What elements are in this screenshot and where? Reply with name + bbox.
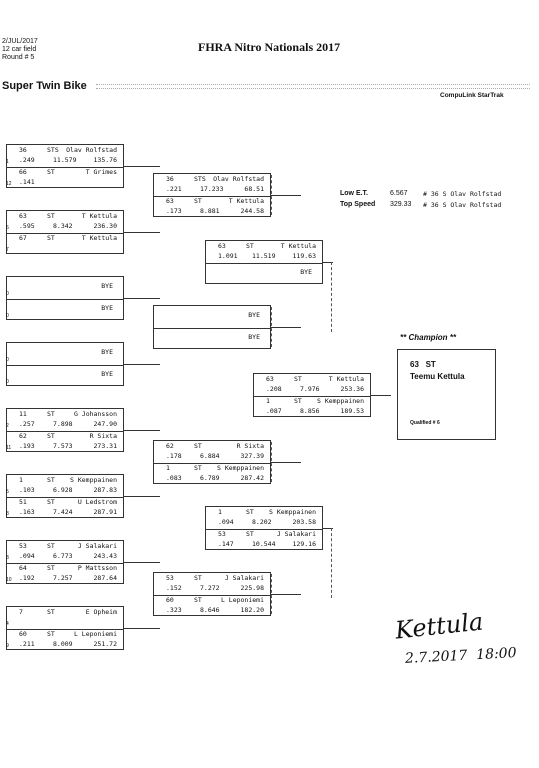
matchup-box (6, 474, 124, 518)
racer-number: 62 (166, 442, 174, 450)
racer-class: ST (47, 476, 55, 484)
reaction-time: .178 (166, 452, 182, 460)
racer-slot (7, 365, 123, 387)
racer-number: 63 (266, 375, 274, 383)
reaction-time: .193 (19, 442, 35, 450)
racer-class: ST (47, 608, 55, 616)
speed-mph: 253.36 (340, 385, 364, 393)
reaction-time: .221 (166, 185, 182, 193)
bracket-connector (124, 562, 160, 563)
elapsed-time: 7.272 (200, 584, 220, 592)
bracket-connector (271, 574, 272, 614)
speed-mph: 225.98 (240, 584, 264, 592)
seed-number: 12 (6, 181, 12, 187)
racer-slot (154, 196, 270, 218)
seed-number: 5 (6, 489, 9, 495)
matchup-box (6, 342, 124, 386)
racer-name: T Kettula (81, 234, 117, 242)
racer-slot (7, 299, 123, 321)
top-speed-holder: # 36 S Olav Rolfstad (423, 201, 502, 209)
bracket-connector (271, 175, 272, 215)
racer-number: 60 (19, 630, 27, 638)
reaction-time: .163 (19, 508, 35, 516)
racer-slot (154, 463, 270, 485)
racer-slot (7, 167, 123, 189)
elapsed-time: 10.544 (252, 540, 276, 548)
reaction-time: 1.091 (218, 252, 238, 260)
racer-number: 66 (19, 168, 27, 176)
racer-number: 7 (19, 608, 23, 616)
racer-number: 1 (166, 464, 170, 472)
elapsed-time: 8.009 (53, 640, 73, 648)
reaction-time: .094 (218, 518, 234, 526)
racer-class: ST (194, 442, 202, 450)
top-speed-value: 329.33 (390, 201, 412, 208)
seed-number: 10 (6, 577, 12, 583)
speed-mph: 236.30 (93, 222, 117, 230)
matchup-box (153, 572, 271, 616)
elapsed-time: 6.884 (200, 452, 220, 460)
elapsed-time: 11.519 (252, 252, 276, 260)
reaction-time: .152 (166, 584, 182, 592)
champion-heading: ** Champion ** (400, 333, 457, 342)
class-name: Super Twin Bike (2, 80, 87, 92)
matchup-box (6, 540, 124, 584)
matchup-box (205, 240, 323, 284)
reaction-time: .208 (266, 385, 282, 393)
racer-name: G Johansson (73, 410, 117, 418)
bracket-connector (371, 395, 391, 396)
seed-number: 0 (6, 291, 9, 297)
reaction-time: .595 (19, 222, 35, 230)
reaction-time: .147 (218, 540, 234, 548)
matchup-box (153, 305, 271, 349)
racer-slot (206, 507, 322, 530)
racer-name: Olav Rolfstad (213, 175, 264, 183)
racer-class: ST (294, 375, 302, 383)
reaction-time: .192 (19, 574, 35, 582)
racer-name: P Mattsson (77, 564, 117, 572)
racer-number: 53 (19, 542, 27, 550)
timing-system: CompuLink StarTrak (440, 92, 504, 99)
bracket-connector (271, 442, 272, 482)
speed-mph: 273.31 (93, 442, 117, 450)
racer-name: J Salakari (276, 530, 316, 538)
bye-label: BYE (248, 333, 260, 341)
low-et-holder: # 36 S Olav Rolfstad (423, 190, 502, 198)
racer-slot (7, 277, 123, 300)
racer-number: 63 (19, 212, 27, 220)
elapsed-time: 6.789 (200, 474, 220, 482)
speed-mph: 287.64 (93, 574, 117, 582)
matchup-box (6, 408, 124, 452)
racer-slot (154, 306, 270, 329)
speed-mph: 203.58 (292, 518, 316, 526)
bye-label: BYE (300, 268, 312, 276)
reaction-time: .173 (166, 207, 182, 215)
racer-number: 1 (266, 397, 270, 405)
seed-number: 0 (6, 357, 9, 363)
racer-slot (7, 431, 123, 453)
racer-number: 11 (19, 410, 27, 418)
elapsed-time: 6.928 (53, 486, 73, 494)
bracket-connector (331, 262, 332, 332)
racer-slot (7, 629, 123, 651)
racer-slot (154, 441, 270, 464)
racer-slot (7, 541, 123, 564)
racer-name: S Kemppainen (217, 464, 264, 472)
racer-class: ST (47, 410, 55, 418)
low-et-label: Low E.T. (340, 190, 368, 197)
racer-slot (7, 409, 123, 432)
reaction-time: .083 (166, 474, 182, 482)
bye-label: BYE (101, 370, 113, 378)
bracket-connector (271, 462, 301, 463)
racer-number: 51 (19, 498, 27, 506)
racer-class: ST (47, 564, 55, 572)
matchup-box (6, 210, 124, 254)
bye-label: BYE (248, 311, 260, 319)
bracket-connector (271, 327, 301, 328)
racer-number: 62 (19, 432, 27, 440)
signature-date: 2.7.2017 18:00 (404, 645, 517, 667)
racer-class: ST (47, 212, 55, 220)
racer-slot (254, 396, 370, 418)
elapsed-time: 7.573 (53, 442, 73, 450)
bracket-connector (271, 594, 301, 595)
reaction-time: .103 (19, 486, 35, 494)
reaction-time: .094 (19, 552, 35, 560)
elapsed-time: 11.579 (53, 156, 77, 164)
event-title: FHRA Nitro Nationals 2017 (198, 40, 341, 54)
racer-class: ST (246, 242, 254, 250)
racer-class: ST (47, 234, 55, 242)
racer-name: T Kettula (228, 197, 264, 205)
speed-mph: 287.83 (93, 486, 117, 494)
bracket-connector (124, 232, 160, 233)
racer-slot (154, 328, 270, 350)
bracket-connector (124, 298, 160, 299)
racer-name: U Ledstrom (77, 498, 117, 506)
elapsed-time: 7.257 (53, 574, 73, 582)
speed-mph: 189.53 (340, 407, 364, 415)
seed-number: 6 (6, 225, 9, 231)
field-size: 12 car field (2, 46, 37, 53)
racer-slot (154, 595, 270, 617)
bye-label: BYE (101, 304, 113, 312)
bracket-connector (124, 496, 160, 497)
top-speed-label: Top Speed (340, 201, 376, 208)
elapsed-time: 7.898 (53, 420, 73, 428)
racer-number: 67 (19, 234, 27, 242)
racer-class: ST (294, 397, 302, 405)
racer-slot (7, 497, 123, 519)
racer-number: 64 (19, 564, 27, 572)
racer-slot (7, 607, 123, 630)
racer-number: 36 (19, 146, 27, 154)
racer-number: 36 (166, 175, 174, 183)
racer-class: ST (47, 432, 55, 440)
racer-class: ST (47, 498, 55, 506)
bracket-connector (331, 528, 332, 598)
seed-number: 11 (6, 445, 12, 451)
round-number: Round # 5 (2, 54, 35, 61)
racer-class: ST (246, 530, 254, 538)
racer-name: E Opheim (85, 608, 117, 616)
race-date: 2/JUL/2017 (2, 38, 38, 45)
speed-mph: 182.20 (240, 606, 264, 614)
racer-number: 53 (166, 574, 174, 582)
elapsed-time: 6.773 (53, 552, 73, 560)
bracket-connector (124, 166, 160, 167)
bracket-connector (271, 307, 272, 347)
elapsed-time: 17.233 (200, 185, 224, 193)
matchup-box (253, 373, 371, 417)
speed-mph: 129.16 (292, 540, 316, 548)
official-signature: Kettula (393, 607, 485, 645)
racer-number: 1 (218, 508, 222, 516)
bye-label: BYE (101, 348, 113, 356)
reaction-time: .087 (266, 407, 282, 415)
speed-mph: 327.39 (240, 452, 264, 460)
matchup-box (205, 506, 323, 550)
racer-number: 53 (218, 530, 226, 538)
matchup-box (153, 173, 271, 217)
racer-class: ST (47, 542, 55, 550)
seed-number: 9 (6, 643, 9, 649)
reaction-time: .211 (19, 640, 35, 648)
racer-name: R Sixta (89, 432, 117, 440)
racer-slot (154, 573, 270, 596)
seed-number: 7 (6, 247, 9, 253)
reaction-time: .323 (166, 606, 182, 614)
racer-name: R Sixta (236, 442, 264, 450)
racer-name: T Grimes (85, 168, 117, 176)
elapsed-time: 8.342 (53, 222, 73, 230)
racer-slot (7, 211, 123, 234)
seed-number: 3 (6, 555, 9, 561)
speed-mph: 247.90 (93, 420, 117, 428)
racer-slot (7, 563, 123, 585)
seed-number: 4 (6, 621, 9, 627)
speed-mph: 119.63 (292, 252, 316, 260)
champion-box (397, 349, 496, 440)
racer-slot (154, 174, 270, 197)
reaction-time: .249 (19, 156, 35, 164)
bye-label: BYE (101, 282, 113, 290)
racer-name: T Kettula (280, 242, 316, 250)
racer-name: S Kemppainen (317, 397, 364, 405)
reaction-time: .257 (19, 420, 35, 428)
racer-name: T Kettula (328, 375, 364, 383)
seed-number: 8 (6, 511, 9, 517)
racer-class: ST (194, 574, 202, 582)
speed-mph: 135.76 (93, 156, 117, 164)
elapsed-time: 8.646 (200, 606, 220, 614)
racer-slot (7, 233, 123, 255)
racer-number: 1 (19, 476, 23, 484)
racer-class: ST (194, 464, 202, 472)
seed-number: 0 (6, 379, 9, 385)
speed-mph: 244.58 (240, 207, 264, 215)
racer-class: ST (47, 168, 55, 176)
speed-mph: 287.91 (93, 508, 117, 516)
racer-slot (7, 145, 123, 168)
seed-number: 0 (6, 313, 9, 319)
racer-slot (206, 241, 322, 264)
bracket-connector (271, 195, 301, 196)
racer-number: 63 (166, 197, 174, 205)
speed-mph: 68.51 (244, 185, 264, 193)
racer-class: ST (194, 197, 202, 205)
reaction-time: .141 (19, 178, 35, 186)
racer-number: 60 (166, 596, 174, 604)
racer-number: 63 (218, 242, 226, 250)
racer-slot (206, 263, 322, 285)
racer-slot (7, 343, 123, 366)
elapsed-time: 8.881 (200, 207, 220, 215)
racer-class: ST (194, 596, 202, 604)
racer-name: S Kemppainen (70, 476, 117, 484)
low-et-value: 6.567 (390, 190, 408, 197)
racer-class: ST (246, 508, 254, 516)
bracket-connector (124, 628, 160, 629)
racer-class: ST (47, 630, 55, 638)
racer-name: T Kettula (81, 212, 117, 220)
champion-name: Teemu Kettula (410, 372, 465, 381)
elapsed-time: 8.202 (252, 518, 272, 526)
racer-slot (254, 374, 370, 397)
racer-slot (7, 475, 123, 498)
elapsed-time: 7.976 (300, 385, 320, 393)
matchup-box (6, 606, 124, 650)
racer-name: J Salakari (224, 574, 264, 582)
bracket-connector (124, 430, 160, 431)
elapsed-time: 8.856 (300, 407, 320, 415)
racer-name: L Leponiemi (73, 630, 117, 638)
speed-mph: 243.43 (93, 552, 117, 560)
matchup-box (6, 276, 124, 320)
racer-class: STS (194, 175, 206, 183)
header-divider (96, 84, 530, 89)
seed-number: 1 (6, 159, 9, 165)
racer-name: S Kemppainen (269, 508, 316, 516)
matchup-box (6, 144, 124, 188)
speed-mph: 251.72 (93, 640, 117, 648)
champion-qualified: Qualified # 6 (410, 420, 440, 426)
bracket-connector (124, 364, 160, 365)
champion-number: 63 ST (410, 360, 436, 369)
racer-name: L Leponiemi (220, 596, 264, 604)
seed-number: 2 (6, 423, 9, 429)
racer-name: J Salakari (77, 542, 117, 550)
racer-name: Olav Rolfstad (66, 146, 117, 154)
matchup-box (153, 440, 271, 484)
speed-mph: 287.42 (240, 474, 264, 482)
racer-slot (206, 529, 322, 551)
elapsed-time: 7.424 (53, 508, 73, 516)
racer-class: STS (47, 146, 59, 154)
